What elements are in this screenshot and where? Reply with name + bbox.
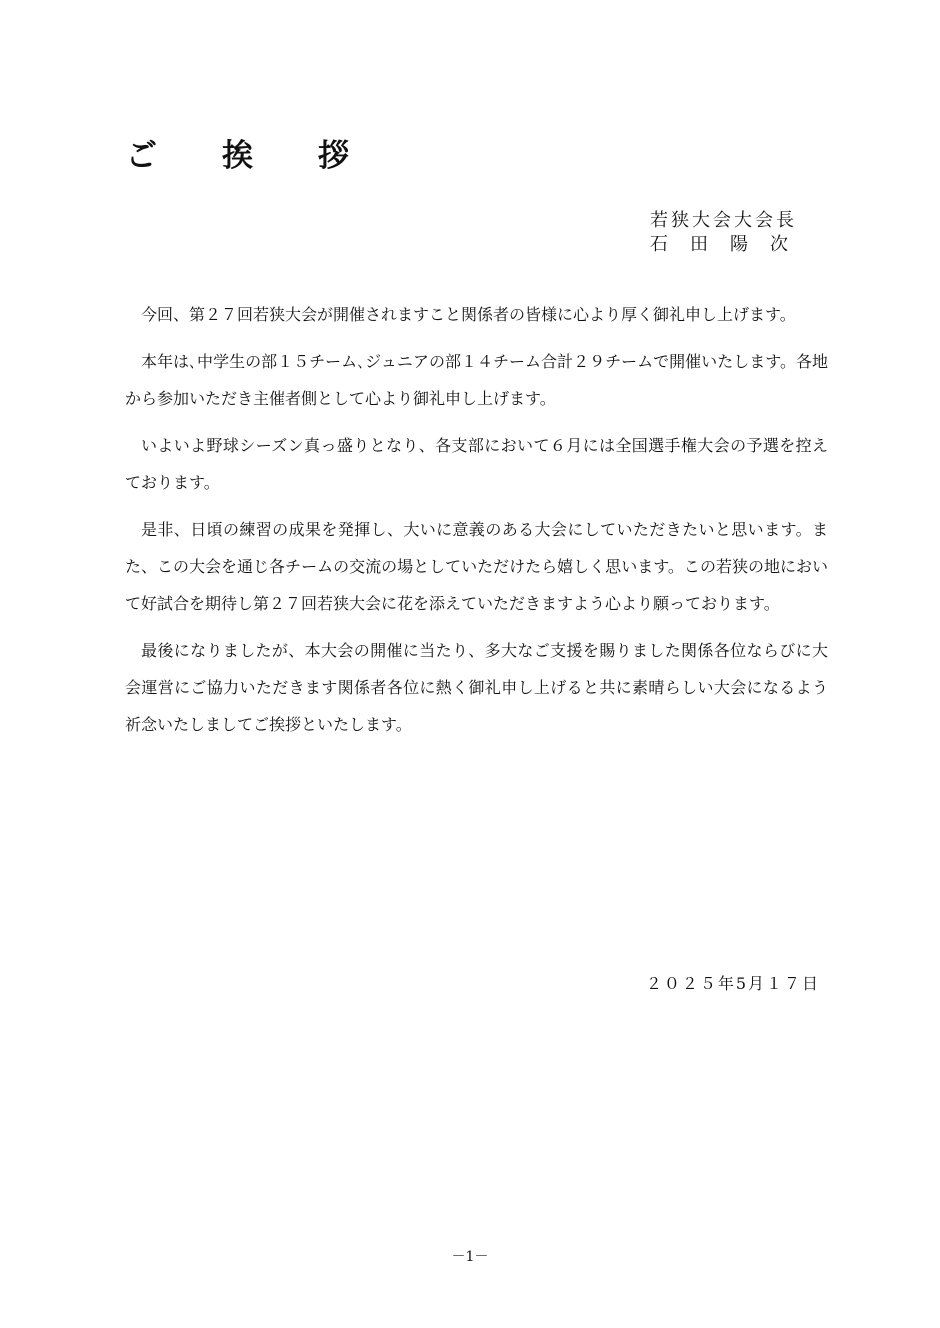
sender-name: 石田陽次: [650, 234, 810, 255]
title-char: 拶: [318, 138, 349, 174]
title-char: 挨: [222, 138, 253, 174]
sender-block: [650, 209, 810, 257]
body-paragraph: 本年は､中学生の部１５チーム､ジュニアの部１４チーム合計２９チームで開催いたします。各地から参加いただき主催者側として心より御礼申し上げます。: [125, 352, 828, 408]
page-number: －1－: [451, 1249, 489, 1265]
body-paragraph: いよいよ野球シーズン真っ盛りとなり、各支部において６月には全国選手権大会の予選を控えております。: [125, 436, 828, 492]
body-paragraph: 今回、第２７回若狭大会が開催されますこと関係者の皆様に心より厚く御礼申し上げます。: [141, 305, 796, 324]
title-char: ご: [126, 138, 157, 174]
body-paragraph: 最後になりましたが、本大会の開催に当たり、多大なご支援を賜りました関係各位ならびに大会運営にご協力いただきます関係者各位に熱く御礼申し上げると共に素晴らしい大会になるよう祈念いたしましてご挨拶といたします。: [125, 641, 828, 734]
greeting-body: [125, 296, 828, 753]
body-paragraph: 是非、日頃の練習の成果を発揮し、大いに意義のある大会にしていただきたいと思います。また、この大会を通じ各チームの交流の場としていただけたら嬉しく思います。この若狭の地において好試合を期待し第２７回若狭大会に花を添えていただきますよう心より願っております。: [125, 520, 828, 613]
page-title: [126, 136, 349, 176]
document-date: ２０２５年5月１７日: [645, 974, 820, 993]
sender-position: 若狭大会大会長: [650, 210, 797, 231]
